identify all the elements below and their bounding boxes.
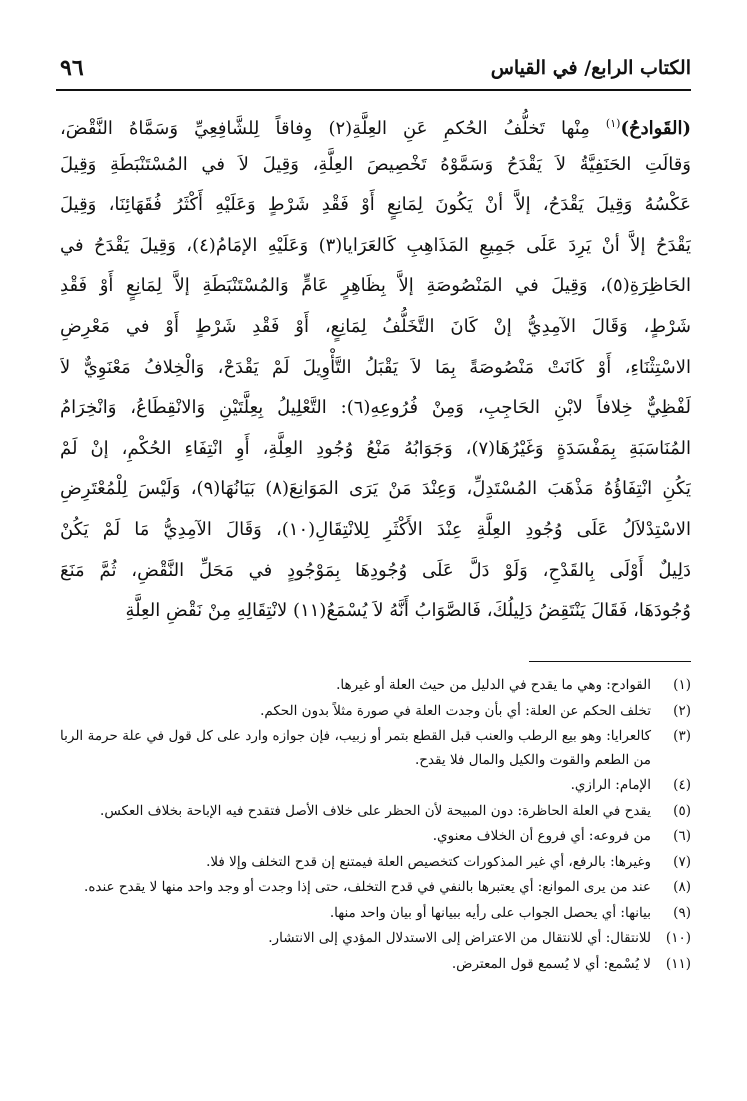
footnote [60, 774, 691, 798]
footnote [60, 876, 691, 900]
footnote-text: لا يُسْمع: أي لا يُسمع قول المعترض. [451, 955, 651, 972]
page-number: ٩٦ [60, 55, 84, 81]
footnote-text: وغيرها: بالرفع، أي غير المذكورات كتخصيص العلة فيمتنع إن قدح التخلف وإلا فلا. [206, 853, 651, 870]
footnote-number: (٩) [673, 904, 691, 921]
main-text [60, 104, 691, 632]
footnote-text: من فروعه: أي فروع أن الخلاف معنوي. [432, 828, 651, 844]
footnote-number: (٨) [673, 879, 691, 895]
footnote-text: يقدح في العلة الحاظرة: دون المبيحة لأن الحظر على خلاف الأصل فتقدح فيه الإباحة بخلاف العكس. [100, 802, 651, 819]
footnote-number: (٢) [673, 702, 691, 719]
lead-term: (القَوادحُ) [620, 118, 691, 139]
footnote-text: بيانها: أي يحصل الجواب على رأيه ببيانها أو بيان واحد منها. [329, 904, 651, 921]
footnote-text: كالعرايا: وهو بيع الرطب والعنب قبل القطع بتمر أو زبيب، فإن جوازه وارد على كل قول في علة حرمة الربا من الطعم والقوت والكيل والمال فلا يقدح. [60, 728, 651, 768]
footnote-text: القوادح: وهي ما يقدح في الدليل من حيث العلة أو غيرها. [336, 677, 651, 693]
main-line-3: عَكْسُهُ وَقِيلَ يَقْدَحُ، إلاَّ أنْ يَكُونَ لِمَانِعٍ أَوْ فَقْدِ شَرْطٍ وَعَلَيْهِ أَكْثَرُ فُقَهَائِنَا، وَقِيلَ [60, 194, 691, 216]
header-rule [56, 89, 691, 91]
footnote-number: (١) [673, 677, 691, 693]
footnote-text: تخلف الحكم عن العلة: أي بأن وجدت العلة في صورة مثلاً بدون الحكم. [260, 702, 651, 719]
main-line-1 [60, 104, 691, 145]
footnotes [60, 674, 691, 978]
footnote-number: (١٠) [665, 930, 691, 946]
main-line-5: الحَاظِرَةِ(٥)، وَقِيلَ في المَنْصُوصَةِ إلاَّ بِظَاهِرٍ عَامٍّ وَالمُسْتَنْبَطَةِ إلاَّ لِمَانِعٍ أَوْ فَقْدِ [60, 275, 691, 297]
footnote [60, 902, 691, 926]
running-title: الكتاب الرابع/ في القياس [490, 57, 691, 79]
footnote-text: عند من يرى الموانع: أي يعتبرها بالنفي في قدح التخلف، حتى إذا وجدت أو وجد واحد منها لا يقدح عنده. [84, 879, 651, 895]
footnote [60, 825, 691, 849]
footnote [60, 851, 691, 875]
footnote-text: للانتقال: أي للانتقال من الاعتراض إلى الاستدلال المؤدي إلى الانتشار. [268, 930, 651, 946]
footnote-marker: (١) [605, 117, 621, 130]
main-line-8: لَفْظِيٌّ خِلافاً لابْنِ الحَاجِبِ، وَمِنْ فُرُوعِهِ(٦): التَّعْلِيلُ بِعِلَّتَيْنِ وَالانْقِطَاعُ، وَانْخِرَامُ [60, 397, 691, 419]
main-line-2: وَقالَتِ الحَنَفِيَّةُ لاَ يَقْدَحُ وَسَمَّوْهُ تَخْصِيصَ العِلَّةِ، وَقِيلَ لاَ في المُسْتَنْبَطَةِ وَقِيلَ [60, 153, 691, 175]
main-line-11: الاسْتِدْلاَلُ عَلَى وُجُودِ العِلَّةِ عِنْدَ الأَكْثَرِ لِلانْتِقَالِ(١٠)، وَقَالَ الآمِدِيُّ مَا لَمْ يَكُنْ [60, 518, 691, 540]
page-header [60, 50, 691, 86]
main-line-13: وُجُودَهَا، فَقَالَ يَنْتَقِضُ دَلِيلُكَ، فَالصَّوَابُ أَنَّهُ لاَ يُسْمَعُ(١١) لانْتِقَالِهِ مِنْ نَقْضِ العِلَّةِ [125, 600, 691, 622]
footnote-number: (٧) [673, 853, 691, 870]
footnote [60, 725, 691, 772]
main-line-4: يَقْدَحُ إلاَّ أنْ يَرِدَ عَلَى جَمِيعِ المَذَاهِبِ كَالعَرَايا(٣) وَعَلَيْهِ الإمَامُ(٤)، وَقِيلَ يَقْدَحُ في [60, 234, 691, 256]
footnote-text: الإمام: الرازي. [570, 777, 651, 793]
footnote [60, 674, 691, 698]
main-line-7: الاسْتِثْنَاءِ، أَوْ كَانَتْ مَنْصُوصَةً بِمَا لاَ يَقْبَلُ التَّأْوِيلَ لَمْ يَقْدَحْ، وَالْخِلافُ مَعْنَوِيٌّ لاَ [60, 356, 691, 378]
footnote-number: (٤) [673, 777, 691, 793]
main-line-6: شَرْطٍ، وَقَالَ الآمِدِيُّ إنْ كَانَ التَّخَلُّفُ لِمَانِعٍ، أَوْ فَقْدِ شَرْطٍ أَوْ في مَعْرِضِ [60, 315, 691, 337]
footnote-number: (٦) [673, 828, 691, 844]
footnote [60, 800, 691, 824]
footnote [60, 927, 691, 951]
main-line-12: دَلِيلٌ أَوْلَى بِالقَدْحِ، وَلَوْ دَلَّ عَلَى وُجُودِهَا بِمَوْجُودٍ في مَحَلِّ النَّقْضِ، ثُمَّ مَنَعَ [60, 559, 691, 581]
footnote-number: (٣) [673, 728, 691, 744]
footnote-separator [529, 661, 691, 662]
footnote-number: (١١) [665, 955, 691, 972]
footnote [60, 953, 691, 977]
footnote-number: (٥) [673, 802, 691, 819]
main-line-10: يَكُنِ انْتِفَاؤُهُ مَذْهَبَ المُسْتَدِلِّ، وَعِنْدَ مَنْ يَرَى المَوَانِعَ(٨) بَيَانُهَا(٩)، وَلَيْسَ لِلْمُعْتَرِضِ [60, 478, 691, 500]
main-line-9: المُنَاسَبَةِ بِمَفْسَدَةٍ وَغَيْرُهَا(٧)، وَجَوَابُهُ مَنْعُ وُجُودِ العِلَّةِ، أَوِ انْتِفَاءِ الحُكْمِ، إنْ لَمْ [60, 437, 691, 459]
footnote [60, 700, 691, 724]
main-line-text: مِنْها تَخلُّفُ الحُكمِ عَنِ العِلَّةِ(٢) وِفاقاً لِلشَّافِعِيِّ وَسَمَّاهُ النَّقْضَ، [60, 118, 606, 139]
